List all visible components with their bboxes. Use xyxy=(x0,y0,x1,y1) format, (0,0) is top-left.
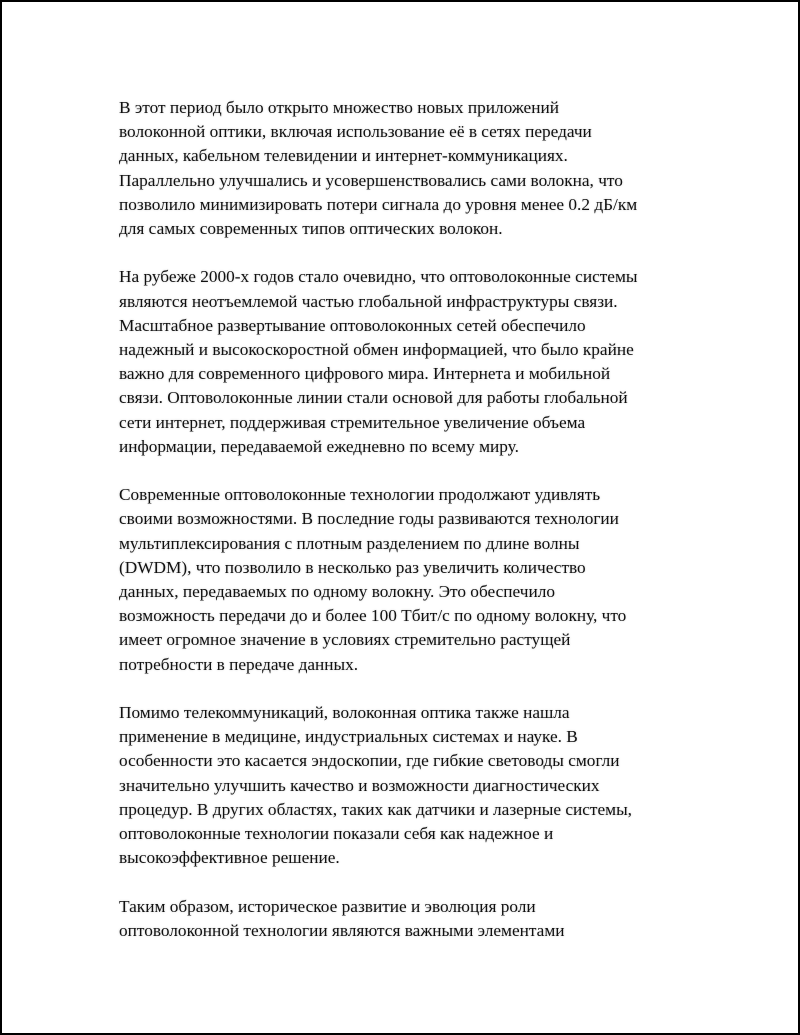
text-line: оптоволоконные технологии показали себя как надежное и xyxy=(119,824,554,844)
text-line: являются неотъемлемой частью глобальной инфраструктуры связи. xyxy=(119,291,618,311)
text-line: связи. Оптоволоконные линии стали основой для работы глобальной xyxy=(119,388,628,408)
text-line: Параллельно улучшались и усовершенствовались сами волокна, что xyxy=(119,170,623,190)
text-line: данных, кабельном телевидении и интернет-коммуникациях. xyxy=(119,146,568,166)
text-line: Помимо телекоммуникаций, волоконная оптика также нашла xyxy=(119,703,570,723)
text-line: сети интернет, поддерживая стремительное увеличение объема xyxy=(119,412,586,432)
text-line: значительно улучшить качество и возможности диагностических xyxy=(119,775,600,795)
text-line: применение в медицине, индустриальных системах и науке. В xyxy=(119,727,578,747)
text-line: важно для современного цифрового мира. Интернета и мобильной xyxy=(119,364,611,384)
text-line: своими возможностями. В последние годы развиваются технологии xyxy=(119,509,619,529)
text-line: волоконной оптики, включая использование её в сетях передачи xyxy=(119,122,592,142)
text-line: (DWDM), что позволило в несколько раз увеличить количество xyxy=(119,557,586,577)
paragraph-modern-technologies xyxy=(119,483,709,677)
text-line: потребности в передаче данных. xyxy=(119,654,359,674)
text-line: позволило минимизировать потери сигнала до уровня менее 0.2 дБ/км xyxy=(119,194,638,214)
paragraph-conclusion xyxy=(119,895,709,943)
text-line: особенности это касается эндоскопии, где гибкие световоды смогли xyxy=(119,751,620,771)
text-line: Современные оптоволоконные технологии продолжают удивлять xyxy=(119,485,601,505)
text-line: данных, передаваемых по одному волокну. Это обеспечило xyxy=(119,582,555,602)
text-line: возможность передачи до и более 100 Тбит/с по одному волокну, что xyxy=(119,606,627,626)
text-line: высокоэффективное решение. xyxy=(119,848,340,868)
text-line: надежный и высокоскоростной обмен информацией, что было крайне xyxy=(119,340,634,360)
paragraph-2000s-infrastructure xyxy=(119,265,709,459)
text-line: информации, передаваемой ежедневно по всему миру. xyxy=(119,436,519,456)
text-line: Масштабное развертывание оптоволоконных сетей обеспечило xyxy=(119,315,586,335)
text-line: Таким образом, историческое развитие и эволюция роли xyxy=(119,896,536,916)
document-body xyxy=(119,96,709,967)
text-line: оптоволоконной технологии являются важными элементами xyxy=(119,920,565,940)
paragraph-new-applications xyxy=(119,96,709,241)
text-line: В этот период было открыто множество новых приложений xyxy=(119,98,559,117)
text-line: для самых современных типов оптических волокон. xyxy=(119,219,503,239)
text-line: имеет огромное значение в условиях стремительно растущей xyxy=(119,630,571,650)
text-line: процедур. В других областях, таких как датчики и лазерные системы, xyxy=(119,799,633,819)
text-line: мультиплексирования с плотным разделением по длине волны xyxy=(119,533,580,553)
text-line: На рубеже 2000-х годов стало очевидно, что оптоволоконные системы xyxy=(119,267,638,287)
paragraph-other-applications xyxy=(119,701,709,870)
